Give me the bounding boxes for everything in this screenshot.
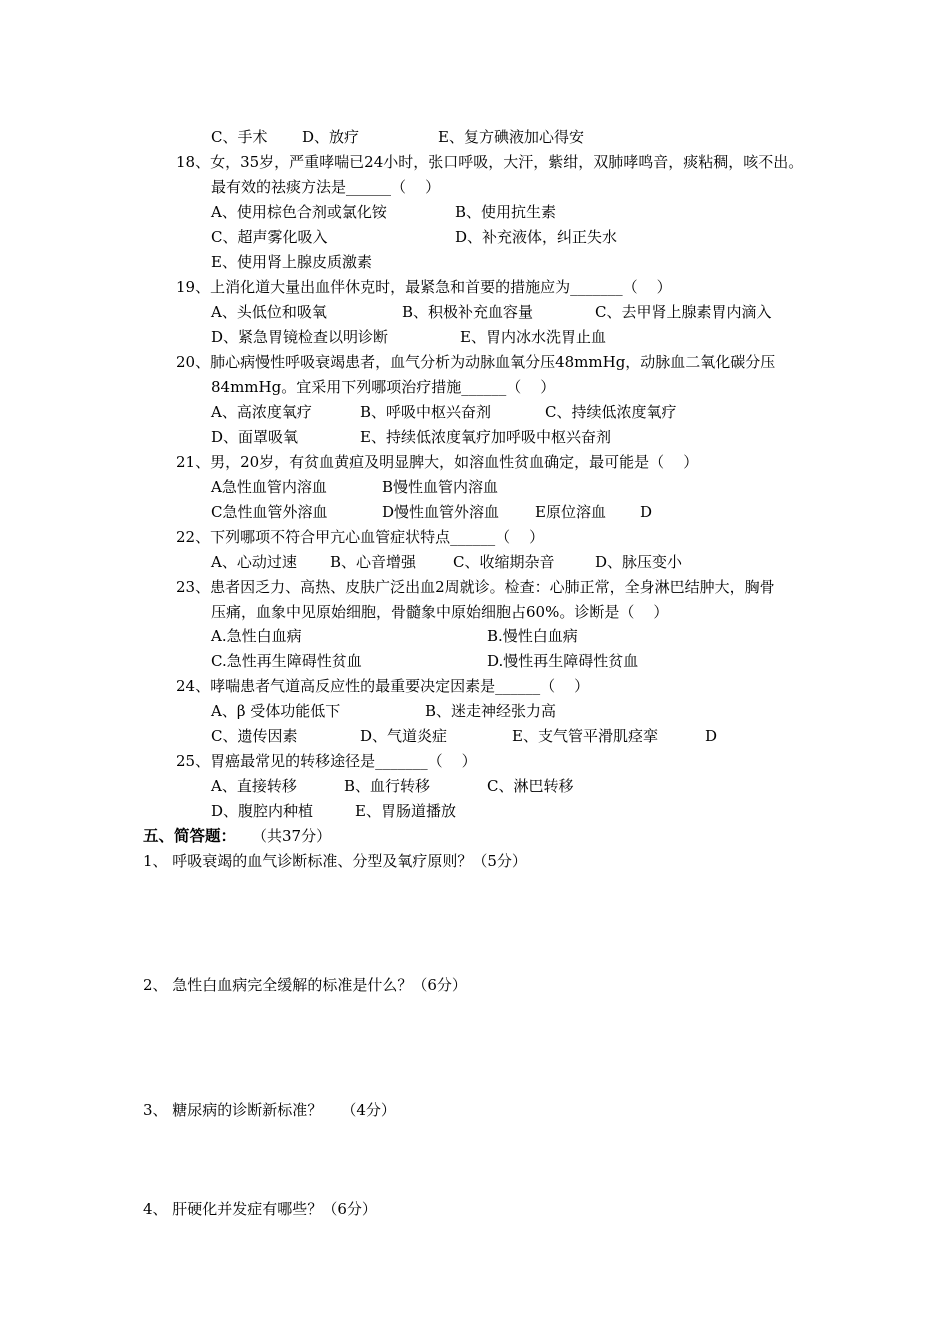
q19-option-a: A、头低位和吸氧: [211, 303, 327, 321]
q17-option-e: E、复方碘液加心得安: [438, 128, 584, 146]
q20-option-b: B、呼吸中枢兴奋剂: [360, 403, 492, 421]
q25-stem: 25、胃癌最常见的转移途径是_______（ ）: [176, 752, 477, 770]
q23-option-b: B.慢性白血病: [487, 627, 578, 645]
q20-stem-line1: 20、肺心病慢性呼吸衰竭患者，血气分析为动脉血氧分压48mmHg，动脉血二氧化碳分压: [176, 353, 776, 371]
q18-option-a: A、使用棕色合剂或氯化铵: [211, 203, 387, 221]
q24-option-a: A、β 受体功能低下: [211, 702, 341, 720]
q25-option-e: E、胃肠道播放: [355, 802, 456, 820]
q21-option-a: A急性血管内溶血: [211, 478, 327, 496]
q20-option-d: D、面罩吸氧: [211, 428, 299, 446]
q24-option-d: D、气道炎症: [360, 727, 448, 745]
q22-option-d: D、脉压变小: [595, 553, 683, 571]
q22-option-a: A、心动过速: [211, 553, 297, 571]
q24-option-b: B、迷走神经张力高: [425, 702, 557, 720]
q25-option-a: A、直接转移: [211, 777, 297, 795]
q21-option-c: C急性血管外溶血: [211, 503, 328, 521]
q20-stem-line2: 84mmHg。宜采用下列哪项治疗措施______（ ）: [211, 378, 556, 396]
q25-option-b: B、血行转移: [344, 777, 431, 795]
q19-stem: 19、上消化道大量出血伴休克时，最紧急和首要的措施应为_______（ ）: [176, 278, 672, 296]
q19-option-c: C、去甲肾上腺素胃内滴入: [595, 303, 772, 321]
q18-stem-line1: 18、女，35岁，严重哮喘已24小时，张口呼吸，大汗，紫绀，双肺哮鸣音，痰粘稠，咳不出。: [176, 153, 804, 171]
q17-option-d: D、放疗: [302, 128, 360, 146]
q21-option-d: D慢性血管外溶血: [382, 503, 500, 521]
q21-option-b: B慢性血管内溶血: [382, 478, 499, 496]
short-question-1: 1、 呼吸衰竭的血气诊断标准、分型及氧疗原则？（5分）: [143, 852, 527, 870]
q20-option-e: E、持续低浓度氧疗加呼吸中枢兴奋剂: [360, 428, 611, 446]
q18-option-e: E、使用肾上腺皮质激素: [211, 253, 372, 271]
section-heading: 五、简答题：: [143, 826, 237, 845]
q19-option-b: B、积极补充血容量: [402, 303, 534, 321]
q17-option-c: C、手术: [211, 128, 268, 146]
q23-stem-line2: 压痛，血象中见原始细胞，骨髓象中原始细胞占60%。诊断是（ ）: [211, 603, 669, 621]
q21-answer-mark: D: [640, 503, 653, 521]
q18-stem-line2: 最有效的祛痰方法是______（ ）: [211, 178, 441, 196]
q23-option-a: A.急性白血病: [211, 627, 302, 645]
q24-option-e: E、支气管平滑肌痉挛: [512, 727, 658, 745]
q19-option-d: D、紧急胃镜检查以明诊断: [211, 328, 389, 346]
q22-stem: 22、下列哪项不符合甲亢心血管症状特点______（ ）: [176, 528, 545, 546]
section-total-points: （共37分）: [252, 827, 332, 845]
q21-option-e: E原位溶血: [535, 503, 606, 521]
q23-stem-line1: 23、患者因乏力、高热、皮肤广泛出血2周就诊。检查：心肺正常，全身淋巴结肿大，胸骨: [176, 578, 775, 596]
q22-option-b: B、心音增强: [330, 553, 417, 571]
q24-answer-mark: D: [705, 727, 718, 745]
short-question-3: 3、 糖尿病的诊断新标准？ （4分）: [143, 1101, 396, 1119]
q24-option-c: C、遗传因素: [211, 727, 298, 745]
q18-option-c: C、超声雾化吸入: [211, 228, 328, 246]
q20-option-c: C、持续低浓度氧疗: [545, 403, 677, 421]
q23-option-d: D.慢性再生障碍性贫血: [487, 652, 639, 670]
q18-option-b: B、使用抗生素: [455, 203, 557, 221]
q21-stem: 21、男，20岁，有贫血黄疸及明显脾大，如溶血性贫血确定，最可能是（ ）: [176, 453, 699, 471]
q25-option-d: D、腹腔内种植: [211, 802, 314, 820]
q24-stem: 24、哮喘患者气道高反应性的最重要决定因素是______（ ）: [176, 677, 590, 695]
q25-option-c: C、淋巴转移: [487, 777, 574, 795]
q23-option-c: C.急性再生障碍性贫血: [211, 652, 362, 670]
q18-option-d: D、补充液体，纠正失水: [455, 228, 618, 246]
q19-option-e: E、胃内冰水洗胃止血: [460, 328, 606, 346]
q22-option-c: C、收缩期杂音: [453, 553, 555, 571]
short-question-2: 2、 急性白血病完全缓解的标准是什么？（6分）: [143, 976, 467, 994]
short-question-4: 4、 肝硬化并发症有哪些？（6分）: [143, 1200, 377, 1218]
q20-option-a: A、高浓度氧疗: [211, 403, 312, 421]
